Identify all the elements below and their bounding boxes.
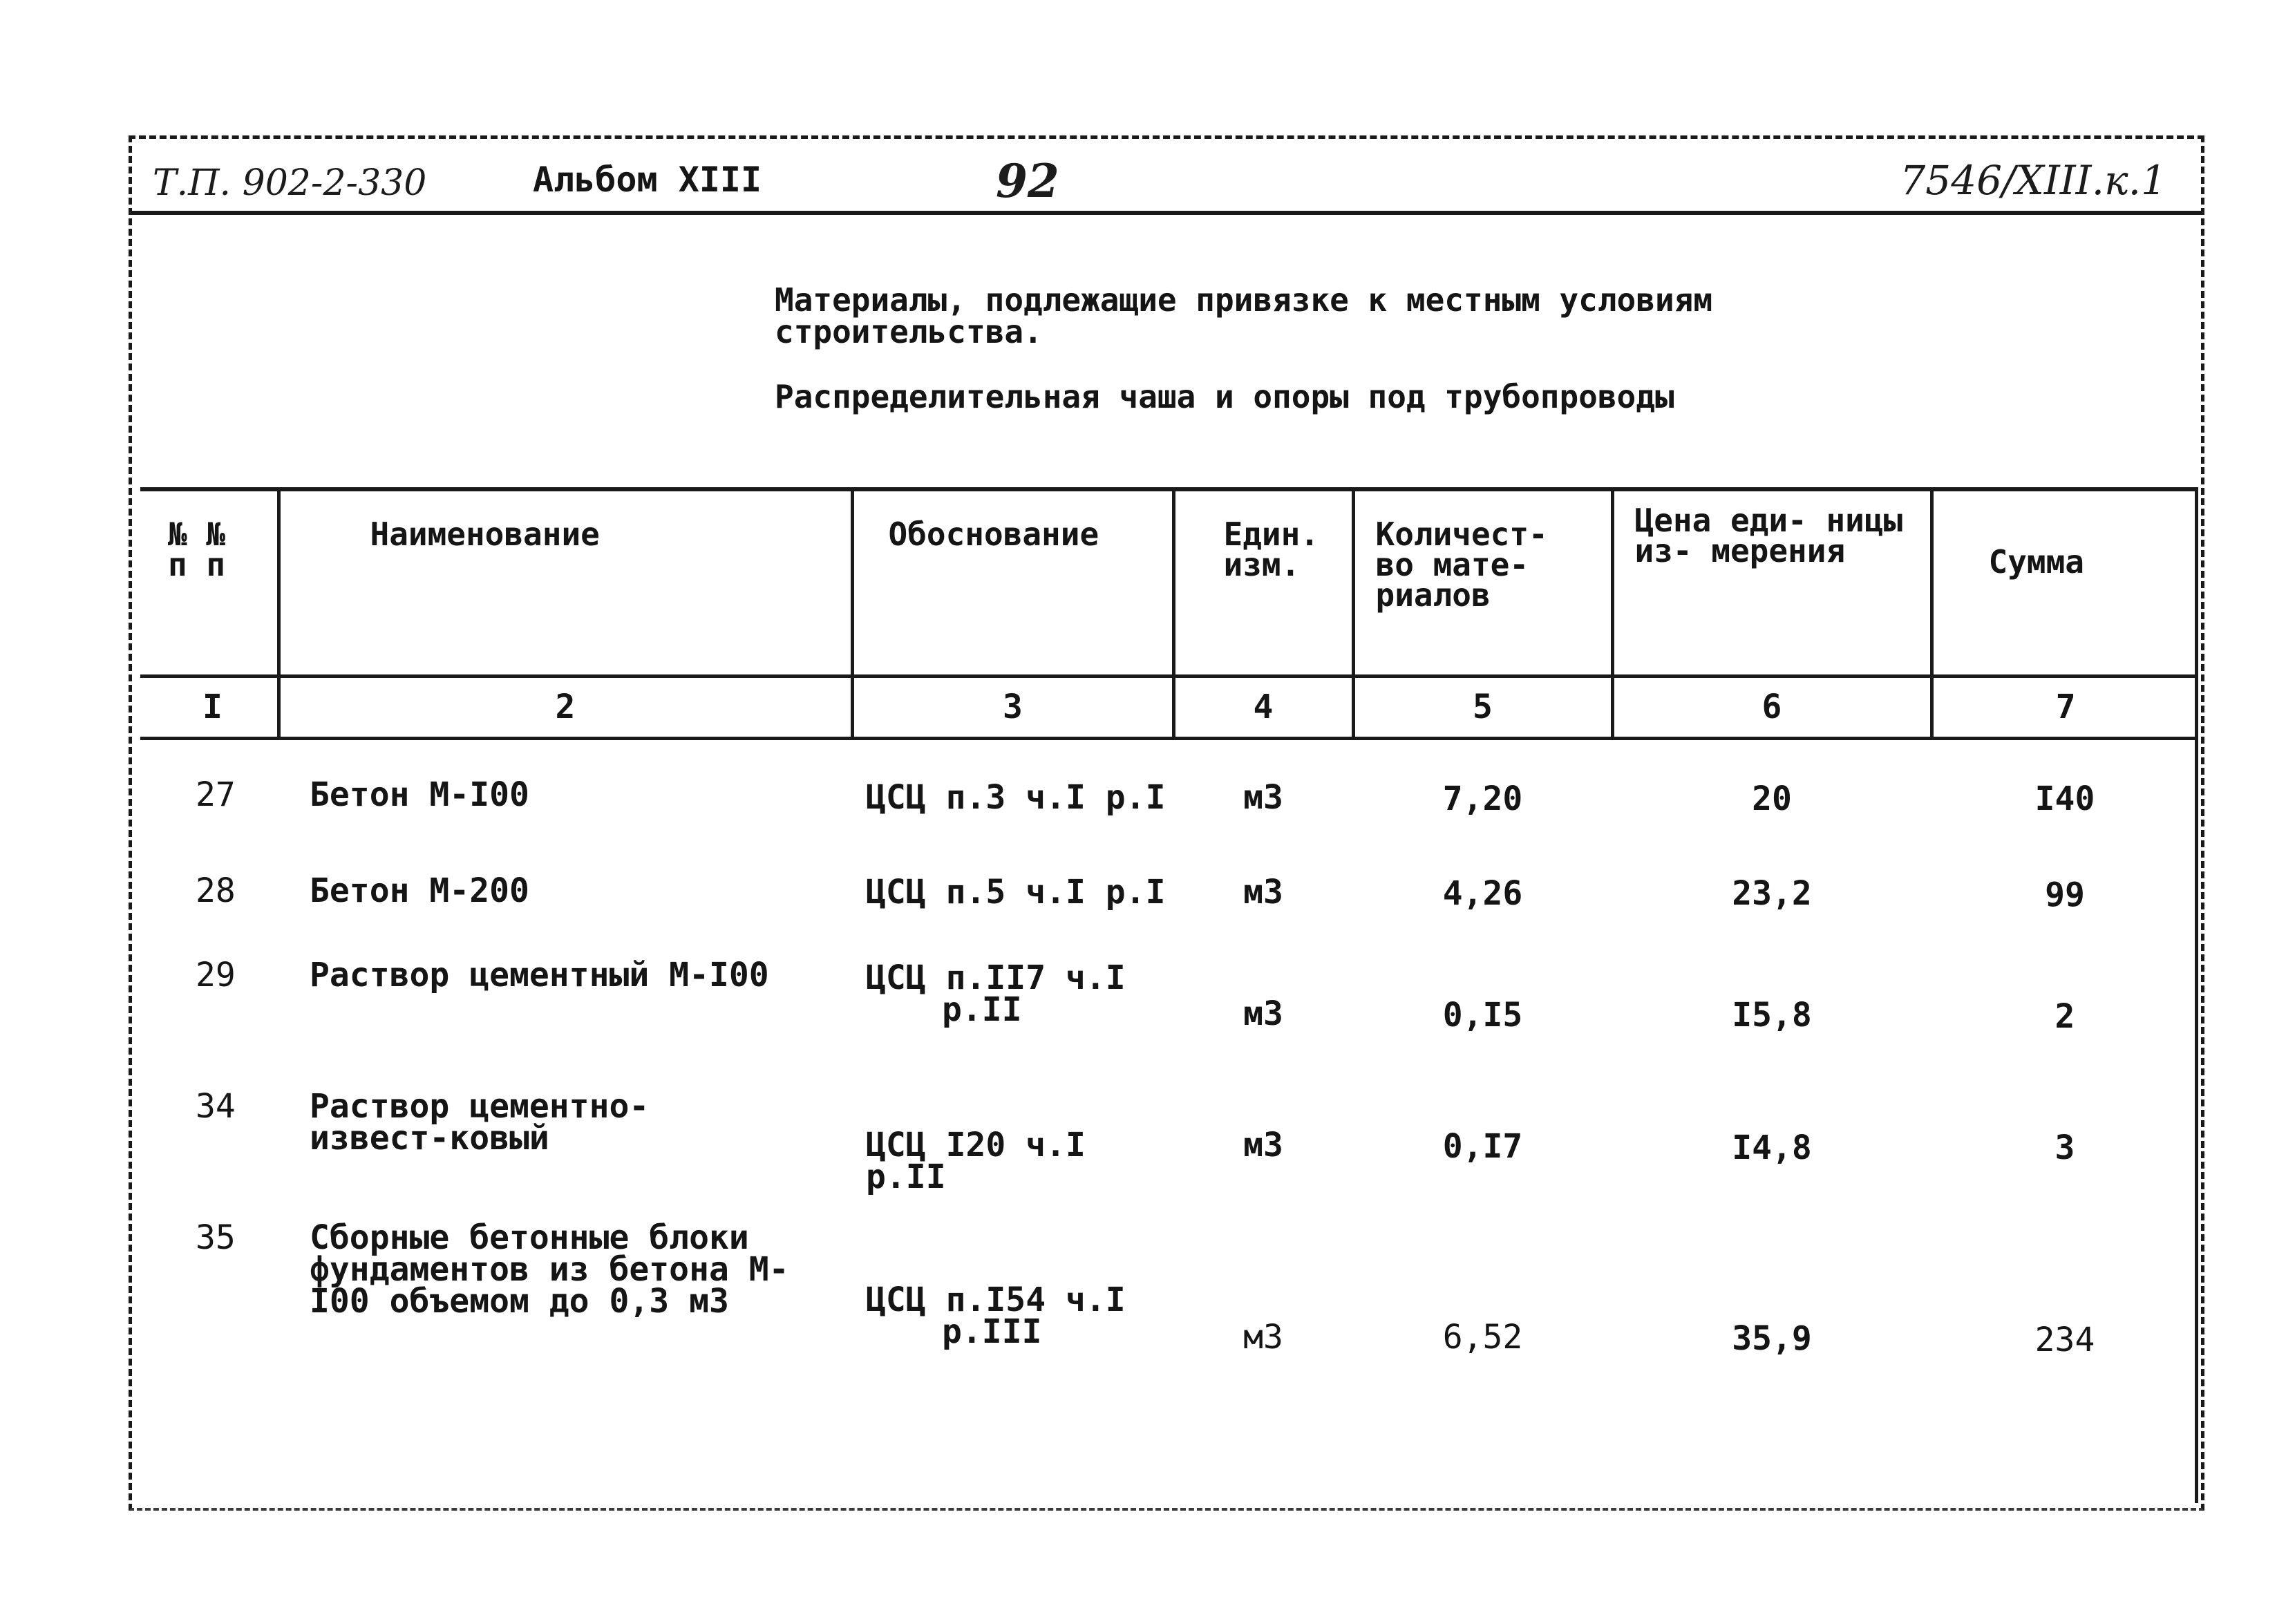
row-unit: м3 (1243, 994, 1283, 1033)
row-quantity: 6,52 (1442, 1318, 1523, 1357)
col-number: 6 (1612, 676, 1931, 738)
row-unit: м3 (1243, 1126, 1283, 1164)
row-number: 27 (196, 775, 236, 814)
col-header-sum: Сумма (1931, 489, 2198, 676)
row-quantity: 7,20 (1442, 779, 1523, 818)
col-number: 2 (278, 676, 852, 738)
title-line-1: Материалы, подлежащие привязке к местным условиям строительства. (775, 281, 1713, 350)
album-label: Альбом XIII (533, 160, 762, 200)
sheet-reference: 7546/XIII.к.1 (1900, 157, 2166, 204)
row-name: Бетон М-200 (310, 871, 529, 910)
project-code: Т.П. 902-2-330 (153, 162, 427, 204)
row-basis-cell (852, 1194, 1173, 1395)
row-name: Раствор цементный М-I00 (310, 956, 769, 994)
row-basis: ЦСЦ п.5 ч.I р.I (866, 873, 1166, 912)
table-row (140, 1194, 2198, 1395)
table-row (140, 835, 2198, 932)
row-basis: ЦСЦ I20 ч.I р.II (866, 1126, 1086, 1196)
row-sum: 99 (2045, 876, 2085, 914)
row-sum: 2 (2054, 997, 2075, 1036)
row-unit: м3 (1243, 1318, 1283, 1357)
table-right-border (2195, 487, 2198, 1503)
stamp-header (132, 139, 2201, 215)
row-basis: ЦСЦ п.I54 ч.I (866, 1281, 1126, 1319)
row-unit: м3 (1243, 777, 1283, 817)
row-basis: ЦСЦ п.II7 ч.I (866, 959, 1126, 997)
table-row (140, 932, 2198, 1063)
row-name: Сборные бетонные блоки фундаментов из бетона М-I00 объемом до 0,3 м3 (310, 1218, 789, 1321)
table-header-row (140, 489, 2198, 676)
row-number: 35 (196, 1218, 236, 1257)
row-quantity: 4,26 (1442, 874, 1523, 913)
row-unit-price: 35,9 (1732, 1319, 1812, 1358)
col-number: 4 (1173, 676, 1353, 738)
column-number-row (140, 676, 2198, 738)
row-basis-continued: р.III (942, 1312, 1042, 1351)
row-sum: I40 (2034, 779, 2095, 818)
col-header-unit-price: Цена еди- ницы из- мерения (1612, 489, 1931, 676)
table-row (140, 738, 2198, 835)
row-quantity: 0,I5 (1442, 996, 1523, 1035)
col-header-basis: Обоснование (852, 489, 1173, 676)
col-header-unit: Един. изм. (1173, 489, 1353, 676)
col-number: 7 (1931, 676, 2198, 738)
row-unit: м3 (1243, 873, 1283, 912)
row-number: 29 (196, 956, 236, 994)
table-row (140, 1063, 2198, 1194)
document-sheet (129, 135, 2204, 1511)
row-basis-continued: р.II (942, 990, 1022, 1029)
row-unit-price: I5,8 (1732, 996, 1812, 1035)
row-basis-cell (852, 932, 1173, 1063)
row-sum: 234 (2034, 1321, 2095, 1359)
col-header-name: Наименование (278, 489, 852, 676)
col-number: 3 (852, 676, 1173, 738)
col-number: 5 (1353, 676, 1612, 738)
col-number: I (140, 676, 278, 738)
row-quantity: 0,I7 (1442, 1127, 1523, 1166)
row-name: Бетон М-I00 (310, 775, 529, 814)
row-number: 28 (196, 871, 236, 910)
materials-table (140, 487, 2198, 1503)
row-unit-price: 20 (1752, 779, 1792, 818)
row-number: 34 (196, 1087, 236, 1126)
col-header-no: № № п п (140, 489, 278, 676)
row-sum: 3 (2054, 1129, 2075, 1167)
title-line-2: Распределительная чаша и опоры под трубопроводы (775, 378, 1674, 415)
row-unit-price: 23,2 (1732, 874, 1812, 913)
document-title (775, 281, 1949, 415)
row-basis: ЦСЦ п.3 ч.I р.I (866, 777, 1166, 817)
row-unit-price: I4,8 (1732, 1129, 1812, 1167)
row-name: Раствор цементно-извест-ковый (310, 1087, 650, 1158)
col-header-quantity: Количест- во мате- риалов (1353, 489, 1612, 676)
page-number: 92 (996, 154, 1059, 208)
